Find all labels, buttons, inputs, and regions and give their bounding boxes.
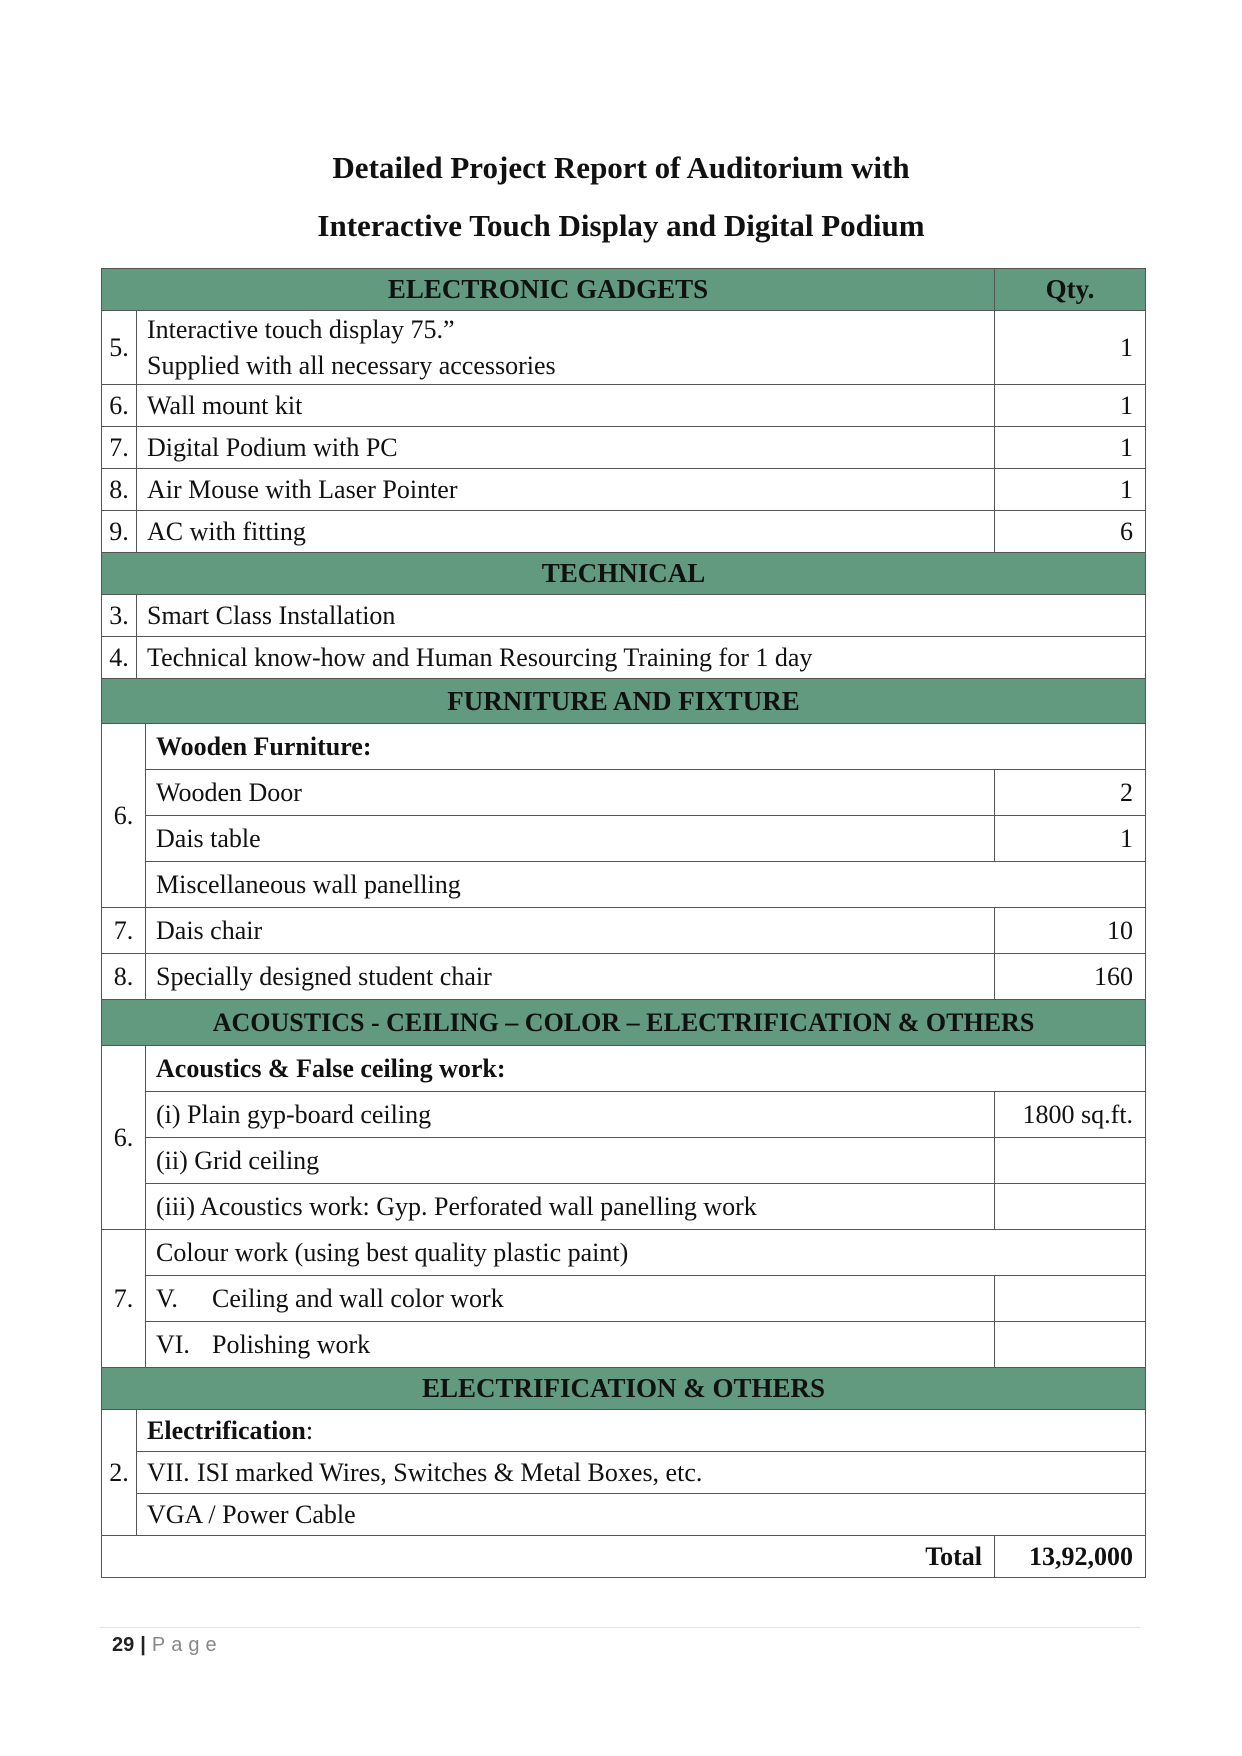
item-text: Polishing work <box>212 1329 371 1359</box>
total-label: Total <box>102 1536 995 1578</box>
page-footer <box>112 1634 223 1657</box>
item-description: Colour work (using best quality plastic paint) <box>146 1230 1146 1276</box>
table-row <box>102 385 1146 427</box>
item-description: Specially designed student chair <box>146 954 995 1000</box>
footer-divider <box>100 1627 1140 1628</box>
electronic-gadgets-header: ELECTRONIC GADGETS <box>102 269 995 311</box>
project-items-table <box>101 268 1146 1578</box>
item-description <box>137 1452 1146 1494</box>
item-text: Ceiling and wall color work <box>212 1283 504 1313</box>
item-line: Interactive touch display 75.” <box>147 314 455 344</box>
total-value: 13,92,000 <box>995 1536 1146 1578</box>
table-row <box>102 427 1146 469</box>
section-header-row <box>102 1000 1146 1046</box>
item-description: AC with fitting <box>137 511 995 553</box>
row-number: 7. <box>102 908 146 954</box>
qty-cell: 1 <box>995 469 1146 511</box>
item-heading <box>137 1410 1146 1452</box>
item-description <box>137 311 995 385</box>
item-text: ISI marked Wires, Switches & Metal Boxes, etc. <box>197 1457 703 1487</box>
table-row <box>102 595 1146 637</box>
row-number: 7. <box>102 1230 146 1368</box>
row-number: 9. <box>102 511 137 553</box>
section-header-row <box>102 269 1146 311</box>
item-description: Miscellaneous wall panelling <box>146 862 1146 908</box>
table-row <box>102 511 1146 553</box>
table-row <box>102 816 1146 862</box>
item-line: Supplied with all necessary accessories <box>147 350 556 380</box>
qty-cell: 10 <box>995 908 1146 954</box>
row-number: 8. <box>102 954 146 1000</box>
qty-cell <box>995 1322 1146 1368</box>
table-row <box>102 1092 1146 1138</box>
section-header-row <box>102 679 1146 724</box>
table-row <box>102 1410 1146 1452</box>
row-number: 4. <box>102 637 137 679</box>
item-description: Smart Class Installation <box>137 595 1146 637</box>
report-title-line-2: Interactive Touch Display and Digital Podium <box>317 208 925 243</box>
table-row <box>102 862 1146 908</box>
row-number: 6. <box>102 1046 146 1230</box>
report-title-line-1: Detailed Project Report of Auditorium with <box>332 150 910 185</box>
item-description: Wooden Door <box>146 770 995 816</box>
qty-cell: 1800 sq.ft. <box>995 1092 1146 1138</box>
page-label: Page <box>151 1634 223 1656</box>
item-description: (i) Plain gyp-board ceiling <box>146 1092 995 1138</box>
table-row <box>102 1452 1146 1494</box>
row-number: 5. <box>102 311 137 385</box>
item-description: Air Mouse with Laser Pointer <box>137 469 995 511</box>
furniture-header: FURNITURE AND FIXTURE <box>102 679 1146 724</box>
item-description: Dais table <box>146 816 995 862</box>
item-description: (iii) Acoustics work: Gyp. Perforated wall panelling work <box>146 1184 995 1230</box>
page-number: 29 <box>112 1634 135 1656</box>
qty-cell: 1 <box>995 385 1146 427</box>
item-description <box>146 1322 995 1368</box>
table-row <box>102 469 1146 511</box>
technical-header: TECHNICAL <box>102 553 1146 595</box>
table-row <box>102 724 1146 770</box>
roman-numeral: VII. <box>147 1457 190 1487</box>
item-heading: Acoustics & False ceiling work: <box>146 1046 1146 1092</box>
section-header-row <box>102 553 1146 595</box>
table-row <box>102 1230 1146 1276</box>
qty-cell: 1 <box>995 816 1146 862</box>
item-heading: Wooden Furniture: <box>146 724 1146 770</box>
row-number: 6. <box>102 724 146 908</box>
qty-cell <box>995 1276 1146 1322</box>
item-description: Dais chair <box>146 908 995 954</box>
row-number: 6. <box>102 385 137 427</box>
total-row <box>102 1536 1146 1578</box>
qty-cell: 2 <box>995 770 1146 816</box>
heading-bold: Electrification <box>147 1415 306 1445</box>
row-number: 2. <box>102 1410 137 1536</box>
row-number: 7. <box>102 427 137 469</box>
qty-cell <box>995 1138 1146 1184</box>
section-header-row <box>102 1368 1146 1410</box>
table-row <box>102 908 1146 954</box>
table-row <box>102 311 1146 385</box>
qty-cell <box>995 1184 1146 1230</box>
table-row <box>102 770 1146 816</box>
footer-separator: | <box>140 1634 146 1656</box>
roman-numeral: V. <box>156 1283 178 1313</box>
qty-cell: 1 <box>995 311 1146 385</box>
item-description: Technical know-how and Human Resourcing Training for 1 day <box>137 637 1146 679</box>
table-row <box>102 1184 1146 1230</box>
heading-colon: : <box>305 1415 314 1445</box>
qty-header: Qty. <box>995 269 1146 311</box>
electrification-header: ELECTRIFICATION & OTHERS <box>102 1368 1146 1410</box>
table-row <box>102 1322 1146 1368</box>
row-number: 8. <box>102 469 137 511</box>
qty-cell: 160 <box>995 954 1146 1000</box>
qty-cell: 1 <box>995 427 1146 469</box>
item-description: VGA / Power Cable <box>137 1494 1146 1536</box>
table-row <box>102 1494 1146 1536</box>
table-row <box>102 1138 1146 1184</box>
qty-cell: 6 <box>995 511 1146 553</box>
table-row <box>102 1046 1146 1092</box>
table-row <box>102 1276 1146 1322</box>
table-row <box>102 637 1146 679</box>
item-description <box>146 1276 995 1322</box>
item-description: Digital Podium with PC <box>137 427 995 469</box>
acoustics-header: ACOUSTICS - CEILING – COLOR – ELECTRIFICATION & OTHERS <box>102 1000 1146 1046</box>
table-row <box>102 954 1146 1000</box>
item-description: (ii) Grid ceiling <box>146 1138 995 1184</box>
row-number: 3. <box>102 595 137 637</box>
roman-numeral: VI. <box>156 1329 190 1359</box>
item-description: Wall mount kit <box>137 385 995 427</box>
